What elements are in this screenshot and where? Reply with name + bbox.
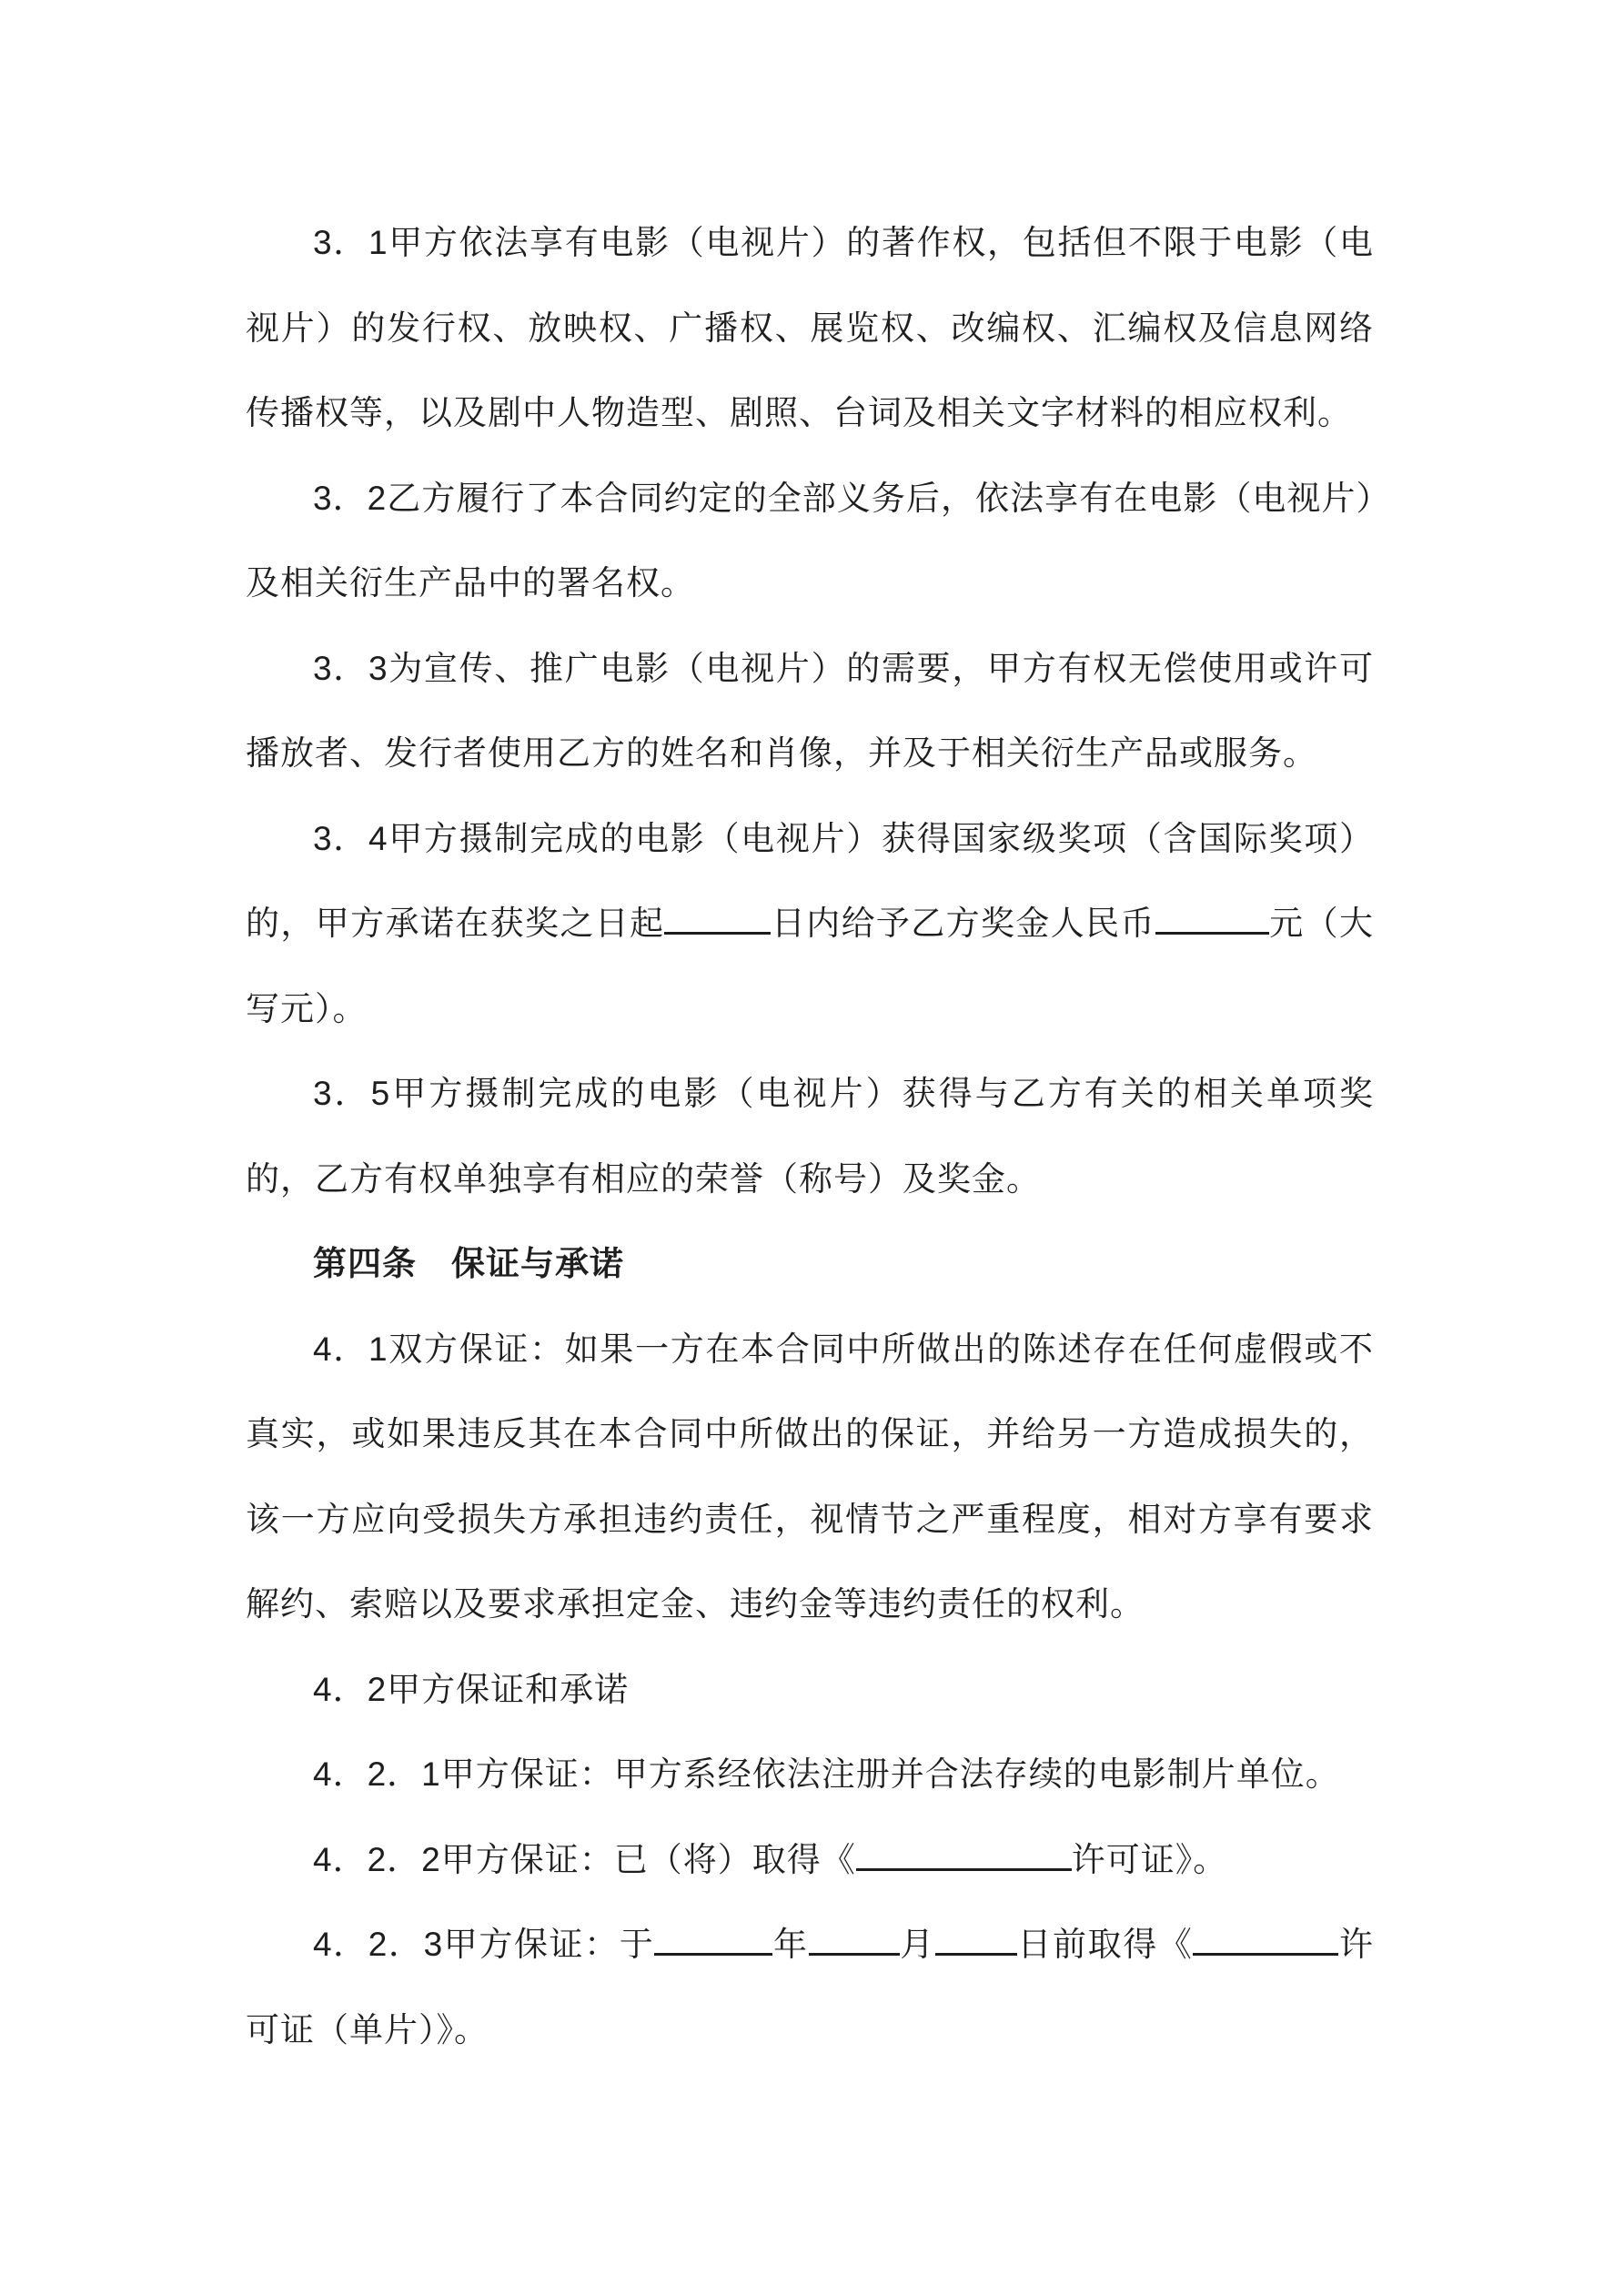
- text-run: 4．1双方保证：如果一方在本合同中所做出的陈述存在任何虚假或不真实，或如果违反其在本合同中所做出的保证，并给另一方造成损失的，该一方应向受损失方承担违约责任，视情节之严重程度，相对方享有要求解约、索赔以及要求承担定金、违约金等违约责任的权利。: [246, 1330, 1374, 1623]
- fill-in-blank-underline: [664, 930, 771, 935]
- document-text-block: [246, 200, 1374, 2072]
- text-run: 日内给予乙方奖金人民币: [771, 905, 1155, 942]
- text-run: 4．2．2甲方保证：已（将）取得《: [313, 1840, 856, 1878]
- text-run: 许可证》。: [1071, 1840, 1228, 1878]
- contract-paragraph: [246, 1902, 1374, 2072]
- text-run: 年: [772, 1926, 809, 1963]
- text-run: 4．2甲方保证和承诺: [313, 1670, 630, 1708]
- text-run: 许可证（单片）》。: [246, 1926, 1375, 2048]
- contract-paragraph: [246, 200, 1374, 456]
- fill-in-blank-underline: [1155, 930, 1269, 935]
- text-run: 第四条 保证与承诺: [313, 1245, 624, 1282]
- fill-in-blank-underline: [1193, 1951, 1338, 1956]
- contract-paragraph: [246, 1307, 1374, 1647]
- text-run: 3．3为宣传、推广电影（电视片）的需要，甲方有权无偿使用或许可播放者、发行者使用乙方的姓名和肖像，并及于相关衍生产品或服务。: [246, 649, 1374, 772]
- contract-paragraph: [246, 456, 1374, 626]
- contract-paragraph: [246, 626, 1374, 796]
- contract-paragraph: [246, 1732, 1374, 1817]
- fill-in-blank-underline: [654, 1951, 772, 1956]
- contract-paragraph: [246, 1051, 1374, 1221]
- text-run: 4．2．1甲方保证：甲方系经依法注册并合法存续的电影制片单位。: [313, 1755, 1340, 1793]
- text-run: 日前取得《: [1016, 1926, 1194, 1963]
- text-run: 3．2乙方履行了本合同约定的全部义务后，依法享有在电影（电视片）及相关衍生产品中的署名权。: [246, 479, 1374, 602]
- fill-in-blank-underline: [809, 1951, 900, 1956]
- contract-paragraph: [246, 1817, 1374, 1903]
- contract-paragraph: [246, 1647, 1374, 1733]
- text-run: 月: [899, 1926, 935, 1963]
- text-run: 元（大写元）。: [246, 905, 1375, 1027]
- section-heading: [246, 1221, 1374, 1307]
- fill-in-blank-underline: [856, 1866, 1072, 1871]
- text-run: 3．4甲方摄制完成的电影（电视片）获得国家级奖项（含国际奖项）的，甲方承诺在获奖之日起: [246, 819, 1374, 942]
- contract-paragraph: [246, 796, 1374, 1052]
- text-run: 3．1甲方依法享有电影（电视片）的著作权，包括但不限于电影（电视片）的发行权、放映权、广播权、展览权、改编权、汇编权及信息网络传播权等，以及剧中人物造型、剧照、台词及相关文字材料的相应权利。: [246, 224, 1374, 431]
- fill-in-blank-underline: [935, 1951, 1017, 1956]
- text-run: 3．5甲方摄制完成的电影（电视片）获得与乙方有关的相关单项奖的，乙方有权单独享有相应的荣誉（称号）及奖金。: [246, 1075, 1374, 1198]
- text-run: 4．2．3甲方保证：于: [313, 1926, 655, 1963]
